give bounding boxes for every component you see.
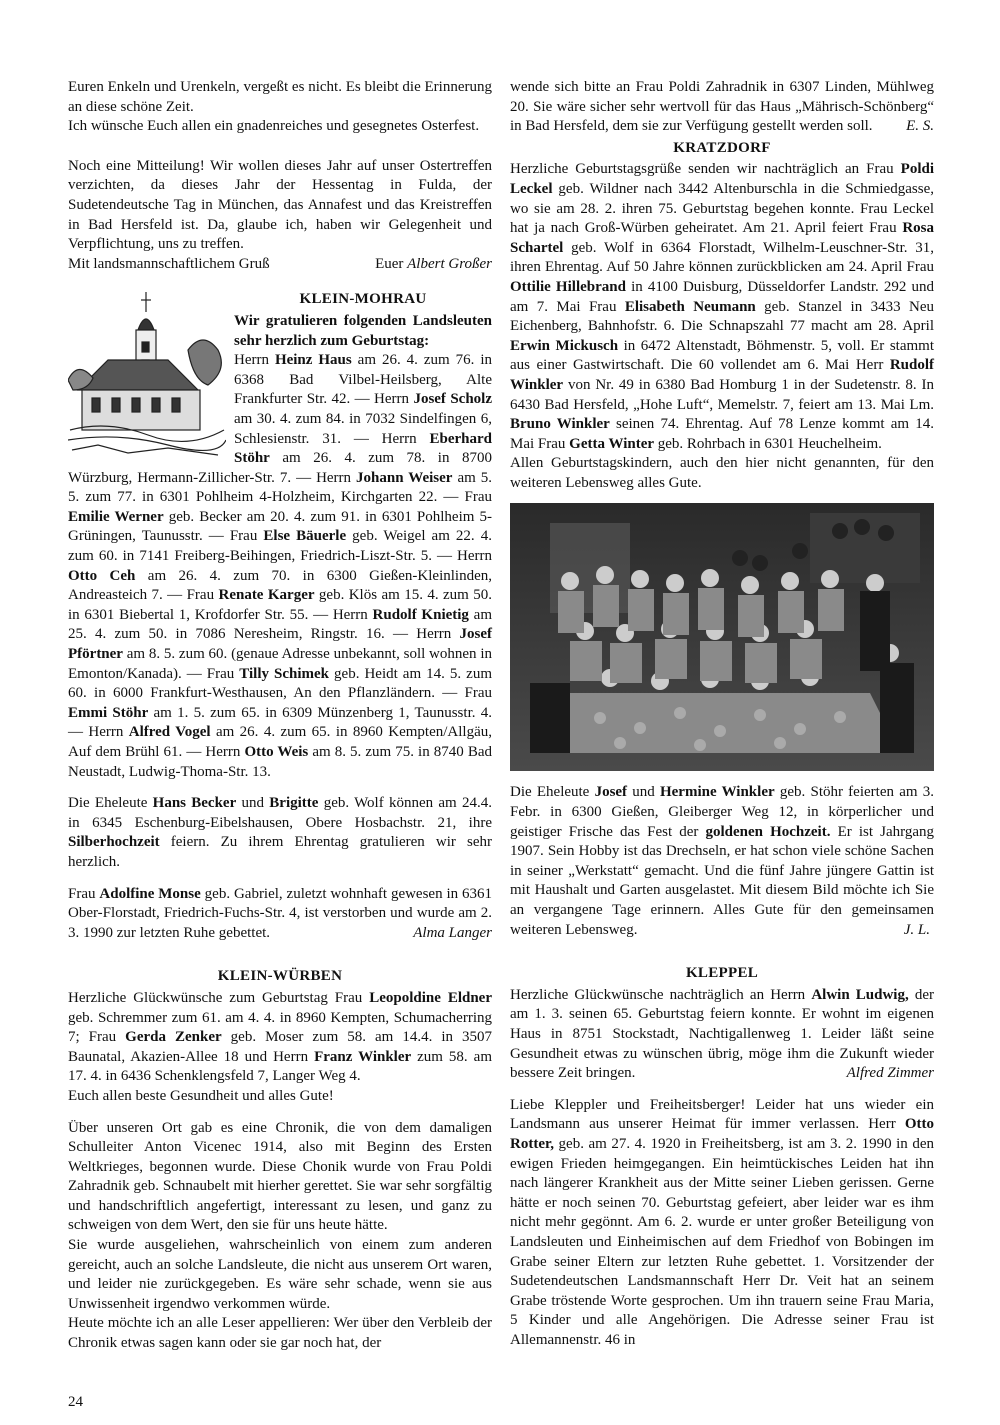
- klein-mohrau-section: [68, 290, 492, 782]
- kleppel-signature: Alfred Zimmer: [846, 1065, 934, 1082]
- golden-wedding-signature: J. L.: [903, 921, 930, 938]
- greeting-signature-wrap: [375, 255, 492, 275]
- silver-wedding-paragraph: Die Eheleute Hans Becker und Brigitte geb. Wolf können am 24.4. in 6345 Eschenburg-Eibelshausen, Obere Hosbachstr. 21, ihre Silberhochzeit feiern. Zu ihrem Ehrentag gratulieren wir sehr herzlich.: [68, 795, 492, 870]
- klein-wuerben-heading: KLEIN-WÜRBEN: [217, 968, 343, 985]
- death-notice-paragraph: [68, 885, 492, 944]
- chronik-paragraph-3: Heute möchte ich an alle Leser appellieren: Wer über den Verbleib der Chronik etwas sagen kann oder sie gar noch hat, der: [68, 1315, 492, 1352]
- right-column: [510, 78, 934, 1351]
- continuation-paragraph: [510, 78, 934, 137]
- kratzdorf-heading: KRATZDORF: [673, 139, 771, 156]
- page-number: 24: [68, 1394, 83, 1410]
- klein-mohrau-lead: Wir gratulieren folgenden Landsleuten sehr herzlich zum Geburtstag:: [234, 312, 492, 349]
- chronik-paragraph-1: Über unseren Ort gab es eine Chronik, die von dem damaligen Schulleiter Anton Vicenec 1914, also mit Beginn des Ersten Weltkrieges, begonnen wurde. Diese Chonik wurde von Frau Poldi Zahradnik geb. Schnaubelt mit hierher gerettet. Sie war sehr sorgfältig und handschriftlich angefertigt, interessant zu lesen, und ganz zu schweigen von dem Wert, den sie für uns heute hätte.: [68, 1119, 492, 1234]
- greeting-signature: Albert Großer: [407, 255, 492, 272]
- group-photo: [510, 503, 934, 771]
- greeting-signature-prefix: Euer: [375, 255, 408, 272]
- intro-paragraph-2: Ich wünsche Euch allen ein gnadenreiches und gesegnetes Osterfest.: [68, 118, 480, 135]
- continuation-signature: E. S.: [906, 118, 934, 135]
- golden-wedding-text: Die Eheleute Josef und Hermine Winkler geb. Stöhr feierten am 3. Febr. in 6300 Gießen, Gleiberger Weg 12, in körperlicher und geistiger Frische das Fest der goldenen Hochzeit. Er ist Jahrgang 1907. Sein Hobby ist das Drechseln, er hat schon viele schöne Sachen in seiner „Werkstatt“ gemacht. Und die fünf Jahre jüngere Gattin ist mit Haushalt und Garten ausgelastet. Mit diesem Bild möchte ich Sie an vergangene Tage erinnern. Alles Gute für den gemeinsamen weiteren Lebensweg.: [510, 784, 934, 938]
- kratzdorf-all: Allen Geburtstagskindern, auch den hier nicht genannten, für den weiteren Lebensweg alles Gute.: [510, 455, 934, 491]
- kratzdorf-birthdays: Herzliche Geburtstagsgrüße senden wir nachträglich an Frau Poldi Leckel geb. Wildner nach 3442 Altenburschla in die Schmiedgasse, wo sie am 28. 2. ihren 75. Geburtstag begehen konnte. Frau Leckel hat ja nach Groß-Würben geheiratet. Am 21. April feiert Frau Rosa Schartel geb. Wolf in 6364 Florstadt, Wilhelm-Leuschner-Str. 31, ihren Ehrentag. Auf 50 Jahre können zurückblicken am 24. April Frau Ottilie Hillebrand in 4100 Duisburg, Düsseldorfer Landstr. 292 und am 7. Mai Frau Elisabeth Neumann geb. Stanzel in 3433 Neu Eichenberg, Bahnhofstr. 6. Die Schnapszahl 77 macht am 28. April Erwin Mickusch in 6472 Altenstadt, Böhmenstr. 5, voll. Er stammt aus einer Gastwirtschaft. Die 60 vollendet am 6. Mai Herr Rudolf Winkler von Nr. 49 in 6380 Bad Homburg 1 in der Sudetenstr. 8. In 6430 Bad Hersfeld, „Hohe Luft“, Memelstr. 7, feiert am 13. Mai Lm. Bruno Winkler seinen 74. Ehrentag. Auf 78 Lenze kommt am 14. Mai Frau Getta Winter geb. Rohrbach in 6301 Heuchelheim.: [510, 161, 935, 452]
- greeting-text: Mit landsmannschaftlichem Gruß: [68, 255, 270, 272]
- death-notice-text: Frau Adolfine Monse geb. Gabriel, zuletzt wohnhaft gewesen in 6361 Ober-Florstadt, Friedrich-Fuchs-Str. 4, ist verstorben und wurde am 2. 3. 1990 zur letzten Ruhe gebettet.: [68, 885, 493, 941]
- klein-wuerben-wish: Euch allen beste Gesundheit und alles Gute!: [68, 1087, 334, 1104]
- left-column: [68, 78, 492, 1354]
- intro-paragraph-1: Euren Enkeln und Urenkeln, vergeßt es nicht. Es bleibt die Erinnerung an diese schöne Zeit.: [68, 79, 492, 115]
- greeting-line: [68, 255, 492, 275]
- chronik-paragraph-2: Sie wurde ausgeliehen, wahrscheinlich von einem zum anderen gereicht, auch an solche Landsleute, die nicht aus unserem Ort waren, und leider nie zurückgegeben. Es wäre sehr schade, wenn sie aus Unwissenheit irgendwo verkommen würde.: [68, 1237, 492, 1312]
- kleppel-birthday-paragraph: [510, 986, 934, 1084]
- kleppel-heading: KLEPPEL: [685, 965, 759, 982]
- group-photo-image: [510, 503, 934, 771]
- klein-mohrau-birthdays: Herrn Heinz Haus am 26. 4. zum 76. in 6368 Bad Vilbel-Heilsberg, Alte Frankfurter Str. 42. — Herrn Josef Scholz am 30. 4. zum 84. in 7032 Sindelfingen 6, Schlesienstr. 31. — Herrn Eberhard Stöhr am 26. 4. zum 78. in 8700 Würzburg, Hermann-Zillicher-Str. 7. — Herrn Johann Weiser am 5. 5. zum 77. in 6301 Pohlheim 4-Holzheim, Kirchgarten 22. — Frau Emilie Werner geb. Becker am 20. 4. zum 91. in 6301 Pohlheim 5-Grüningen, Taunusstr. — Frau Else Bäuerle geb. Weigel am 22. 4. zum 60. in 7141 Freiberg-Beihingen, Friedrich-Liszt-Str. 5. — Herrn Otto Ceh am 26. 4. zum 70. in 6300 Gießen-Kleinlinden, Andreasteich 7. — Frau Renate Karger geb. Klös am 15. 4. zum 50. in 6301 Biebertal 1, Krofdorfer Str. 55. — Herrn Rudolf Knietig am 25. 4. zum 50. in 7086 Neresheim, Ringstr. 16. — Herrn Josef Pförtner am 8. 5. zum 60. (genaue Adresse unbekannt, soll wohnen in Emonton/Kanada). — Frau Tilly Schimek geb. Heidt am 14. 5. zum 60. in 6000 Frankfurt-Westhausen, An den Pflanzländern. — Frau Emmi Stöhr am 1. 5. zum 65. in 6309 Münzenberg 1, Taunusstr. 4. — Herrn Alfred Vogel am 26. 4. zum 65. in 8960 Kempten/Allgäu, Auf dem Brühl 61. — Herrn Otto Weis am 8. 5. zum 75. in 8740 Bad Neustadt, Ludwig-Thoma-Str. 13.: [68, 352, 493, 780]
- continuation-text: wende sich bitte an Frau Poldi Zahradnik in 6307 Linden, Mühlweg 20. Sie wäre sicher sehr wertvoll für das Haus „Mährisch-Schönberg“ in Bad Hersfeld, dem sie zur Verfügung gestellt werden soll.: [510, 79, 934, 135]
- obituary-paragraph: Liebe Kleppler und Freiheitsberger! Leider hat uns wieder ein Landsmann aus unserer Heimat für immer verlassen. Herr Otto Rotter, geb. am 27. 4. 1920 in Freiheitsberg, ist am 3. 2. 1990 in den ewigen Frieden heimgegangen. Ein heimtückisches Leiden hat ihn nach längerer Krankheit aus der Mitte seiner Lieben gerissen. Gerne hätte er noch seinen 70. Geburtstag gefeiert, aber leider war es ihm nicht mehr gegönnt. Am 6. 2. wurde er unter großer Beteiligung von Landsleuten und Einheimischen auf dem Friedhof von Bobingen im Grabe seiner Eltern zur letzten Ruhe gebettet. 1. Vorsitzender der Sudetendeutschen Landsmannschaft Herr Dr. Veit hat an seinem Grabe tröstende Worte gesprochen. Um ihn trauern seine Frau Maria, 5 Kinder und alle Angehörigen. Die Adresse seiner Frau ist Allemannenstr. 46 in: [510, 1096, 934, 1348]
- klein-mohrau-heading: KLEIN-MOHRAU: [299, 291, 427, 308]
- kleppel-birthday-text: Herzliche Glückwünsche nachträglich an Herrn Alwin Ludwig, der am 1. 3. seinen 65. Geburtstag feiern konnte. Er wohnt im eigenen Haus in 8751 Stockstadt, Nachtigallenweg 1. Leider läßt seine Gesundheit etwas zu wünschen übrig, möge ihm die Zukunft wieder bessere Zeit bringen.: [510, 986, 934, 1082]
- death-notice-signature: Alma Langer: [413, 924, 492, 941]
- golden-wedding-paragraph: [510, 783, 934, 940]
- church-illustration-icon: [68, 290, 226, 460]
- klein-wuerben-birthdays: Herzliche Glückwünsche zum Geburtstag Frau Leopoldine Eldner geb. Schremmer zum 61. am 4. 4. in 8960 Kempten, Schumacherring 7; Frau Gerda Zenker geb. Moser zum 58. am 14.4. in 3507 Baunatal, Akazien-Allee 18 und Herrn Franz Winkler zum 58. am 17. 4. in 6436 Schenklengsfeld 7, Langer Weg 4.: [68, 989, 493, 1085]
- notice-paragraph: Noch eine Mitteilung! Wir wollen dieses Jahr auf unser Ostertreffen verzichten, da dieses Jahr der Hessentag in Fulda, der Sudetendeutsche Tag in München, das Annafest und das Kreistreffen in Bad Hersfeld ist. Da, glaube ich, haben wir Gelegenheit und Verpflichtung, uns zu treffen.: [68, 157, 492, 253]
